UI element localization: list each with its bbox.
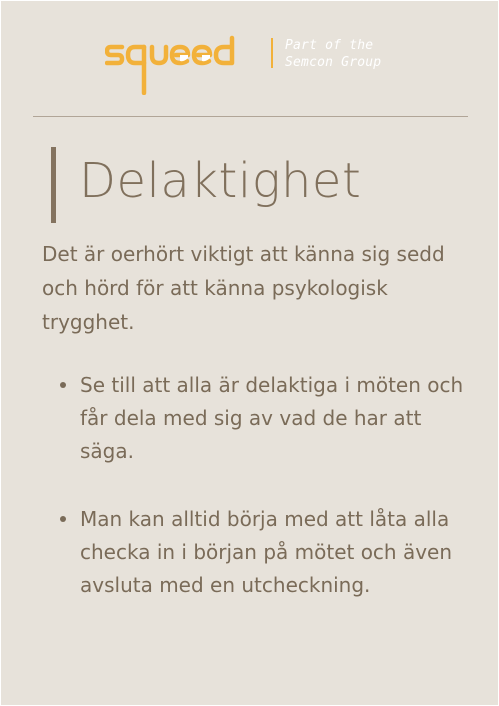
tagline-line2: Semcon Group xyxy=(285,55,382,70)
list-item-text: Se till att alla är delaktiga i möten och får dela med sig av vad de har att säga. xyxy=(80,373,464,463)
logo-tagline xyxy=(285,37,381,71)
bullet-list xyxy=(58,369,478,602)
title-accent-bar xyxy=(51,147,56,223)
squeed-wordmark-icon xyxy=(105,35,271,95)
squeed-logo xyxy=(105,35,405,95)
bullet-dot-icon xyxy=(60,516,66,522)
intro-paragraph: Det är oerhört viktigt att känna sig sedd och hörd för att känna psykologisk trygghet. xyxy=(42,242,445,334)
list-item xyxy=(58,503,478,602)
list-item xyxy=(58,369,478,468)
page-card xyxy=(1,1,498,705)
list-item-text: Man kan alltid börja med att låta alla checka in i början på mötet och även avsluta med en utcheckning. xyxy=(80,507,453,597)
header-divider xyxy=(33,116,468,117)
bullet-dot-icon xyxy=(60,382,66,388)
page-title: Delaktighet xyxy=(79,153,362,209)
tagline-line1: Part of the xyxy=(285,38,374,53)
logo-divider xyxy=(271,38,273,68)
